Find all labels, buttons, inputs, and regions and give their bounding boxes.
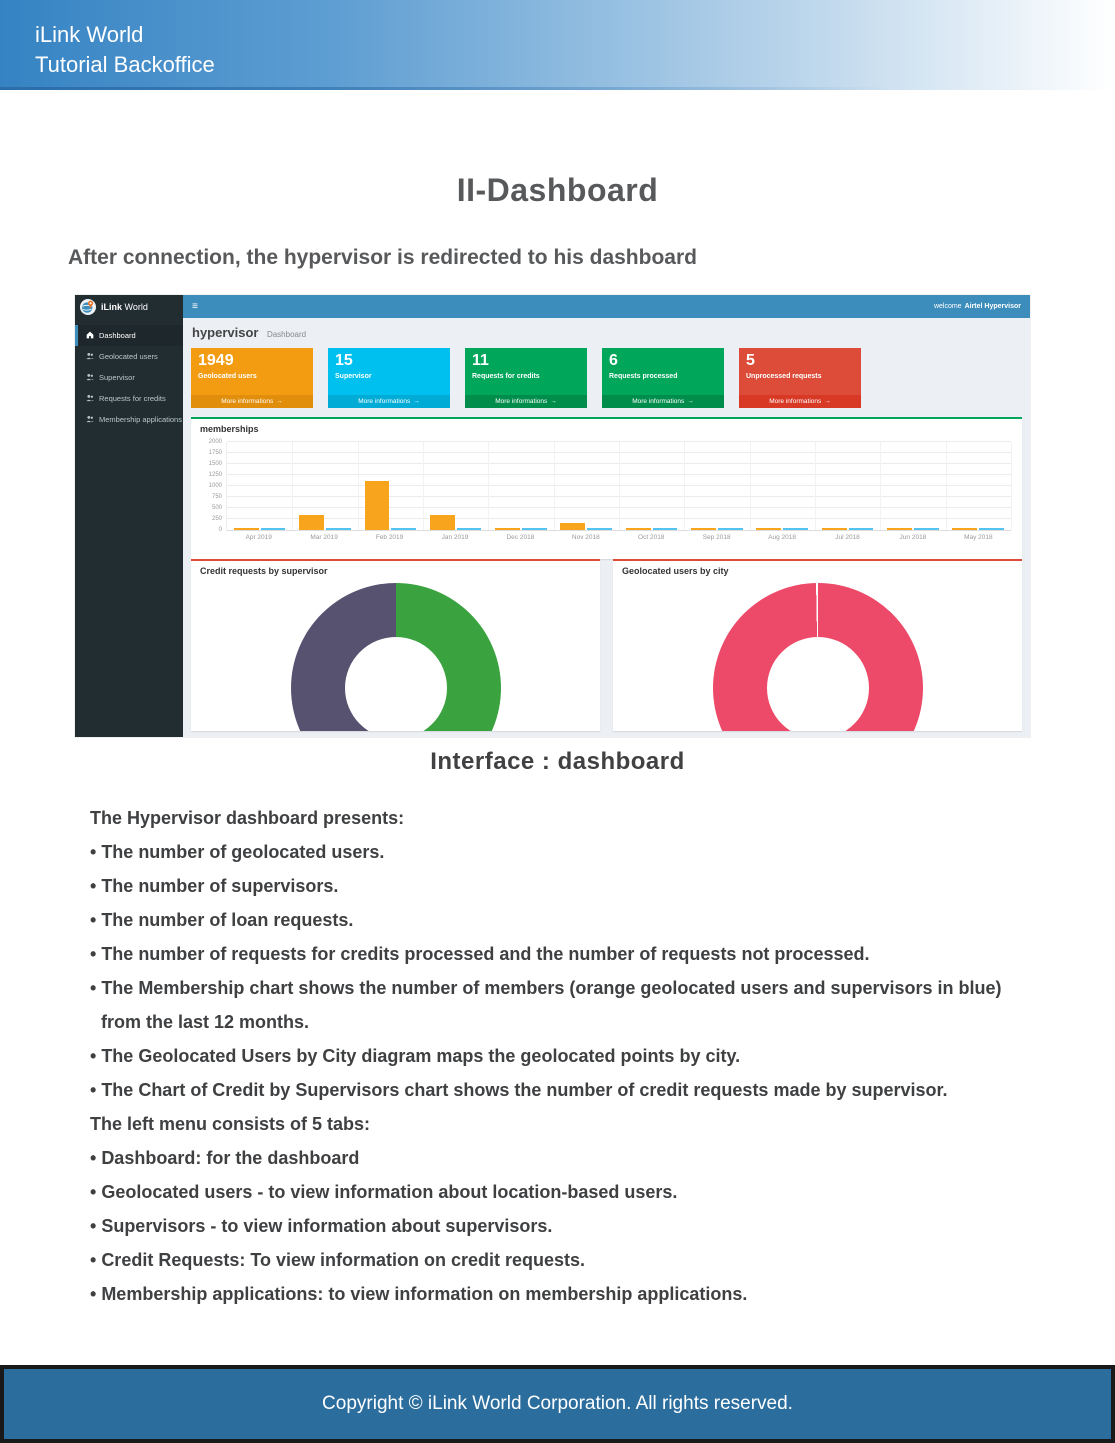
sidebar-toggle-icon[interactable]: ≡: [192, 300, 198, 312]
body-line: • The Chart of Credit by Supervisors chart shows the number of credit requests made by supervisor.: [90, 1073, 1105, 1107]
more-informations-label: More informations: [221, 398, 274, 405]
bar-geolocated-users: [887, 528, 912, 530]
brand-text: iLink World: [101, 301, 148, 312]
bar-chart-plot-area: [208, 439, 1011, 533]
bar-geolocated-users: [430, 515, 455, 530]
content-header: [192, 324, 1022, 342]
bar-supervisors: [653, 528, 678, 530]
bar-group-jul-2018: [815, 442, 880, 530]
bar-geolocated-users: [756, 528, 781, 530]
more-informations-link[interactable]: [739, 395, 861, 408]
page-title: II-Dashboard: [456, 172, 659, 208]
bar-group-aug-2018: [750, 442, 815, 530]
bar-geolocated-users: [626, 528, 651, 530]
stat-value: 15: [335, 352, 353, 369]
bar-supervisors: [261, 528, 286, 530]
body-line: • The number of geolocated users.: [90, 835, 1105, 869]
gridline: [1011, 442, 1012, 530]
bar-group-apr-2019: [227, 442, 292, 530]
arrow-circle-right-icon: →: [687, 398, 694, 405]
body-line: • The number of loan requests.: [90, 903, 1105, 937]
y-axis-tick-label: 1000: [208, 483, 222, 489]
stat-card-body: [191, 348, 313, 395]
stat-label: Unprocessed requests: [746, 373, 822, 380]
donut-hole: [345, 637, 447, 731]
more-informations-link[interactable]: [465, 395, 587, 408]
body-line: • Dashboard: for the dashboard: [90, 1141, 1105, 1175]
x-axis-tick-label: Apr 2019: [245, 534, 272, 541]
figure-caption: Interface : dashboard: [430, 748, 685, 775]
bar-group-may-2018: [946, 442, 1011, 530]
brand: [75, 295, 183, 318]
stat-card-body: [328, 348, 450, 395]
credit-requests-panel-title: Credit requests by supervisor: [200, 566, 328, 576]
y-axis-tick-label: 2000: [208, 439, 222, 445]
memberships-panel-title: memberships: [200, 424, 259, 434]
users-icon: [86, 373, 94, 383]
y-axis-tick-label: 1750: [208, 450, 222, 456]
arrow-circle-right-icon: →: [824, 398, 831, 405]
body-line: • The Geolocated Users by City diagram maps the geolocated points by city.: [90, 1039, 1105, 1073]
bar-supervisors: [587, 528, 612, 530]
bar-geolocated-users: [952, 528, 977, 530]
bar-geolocated-users: [299, 515, 324, 530]
bar-geolocated-users: [495, 528, 520, 530]
dashboard-icon: [86, 331, 94, 341]
bar-geolocated-users: [234, 528, 259, 530]
stat-card-geolocated-users: [191, 348, 313, 408]
body-line: The left menu consists of 5 tabs:: [90, 1114, 371, 1134]
body-line: from the last 12 months.: [101, 1012, 310, 1032]
donut-hole: [767, 637, 869, 731]
sidebar: [75, 318, 183, 737]
bar-supervisors: [457, 528, 482, 530]
x-axis-tick-label: Aug 2018: [768, 534, 796, 541]
sidebar-item-requests-for-credits[interactable]: [75, 388, 183, 409]
more-informations-label: More informations: [769, 398, 822, 405]
sidebar-item-label: Membership applications: [99, 415, 182, 424]
bar-geolocated-users: [365, 481, 390, 530]
arrow-circle-right-icon: →: [276, 398, 283, 405]
credit-requests-donut-chart: [291, 583, 501, 731]
dashboard-topbar: [75, 295, 1030, 318]
y-axis-tick-label: 750: [211, 494, 222, 500]
top-navbar: [183, 295, 1030, 318]
page-footer: [0, 1365, 1115, 1443]
body-line: The Hypervisor dashboard presents:: [90, 808, 405, 828]
bar-group-oct-2018: [619, 442, 684, 530]
bar-supervisors: [914, 528, 939, 530]
sidebar-item-dashboard[interactable]: [75, 325, 183, 346]
stat-card-supervisor: [328, 348, 450, 408]
content-title: hypervisor: [192, 325, 259, 340]
y-axis-tick-label: 1500: [208, 461, 222, 467]
body-line: • Membership applications: to view information on membership applications.: [90, 1277, 1105, 1311]
geolocated-users-panel-title: Geolocated users by city: [622, 566, 729, 576]
sidebar-item-membership-applications[interactable]: [75, 409, 183, 430]
bar-supervisors: [979, 528, 1004, 530]
more-informations-link[interactable]: [602, 395, 724, 408]
x-axis-tick-label: Nov 2018: [571, 534, 600, 541]
body-line: • Supervisors - to view information about supervisors.: [90, 1209, 1105, 1243]
bar-group-dec-2018: [488, 442, 553, 530]
body-line: • Geolocated users - to view information about location-based users.: [90, 1175, 1105, 1209]
stat-cards-row: [191, 348, 1022, 408]
copyright-text: Copyright © iLink World Corporation. All rights reserved.: [322, 1393, 793, 1414]
bar-group-feb-2019: [358, 442, 423, 530]
page-subtitle: After connection, the hypervisor is redirected to his dashboard: [68, 246, 697, 269]
body-line: • The Membership chart shows the number of members (orange geolocated users and supervisors in blue): [90, 971, 1105, 1005]
x-axis-tick-label: May 2018: [964, 534, 993, 541]
body-line: • Credit Requests: To view information on credit requests.: [90, 1243, 1105, 1277]
body-line: • The number of supervisors.: [90, 869, 1105, 903]
bar-supervisors: [391, 528, 416, 530]
x-axis-tick-label: Feb 2019: [375, 534, 404, 541]
x-axis-tick-label: Jul 2018: [835, 534, 860, 541]
y-axis-tick-label: 500: [211, 505, 222, 511]
bar-supervisors: [849, 528, 874, 530]
users-icon: [86, 415, 94, 425]
header-line-2: Tutorial Backoffice: [35, 52, 215, 77]
stat-value: 6: [609, 352, 618, 369]
bar-group-nov-2018: [554, 442, 619, 530]
credit-requests-panel: [191, 559, 600, 731]
x-axis-tick-label: Oct 2018: [638, 534, 665, 541]
stat-card-body: [739, 348, 861, 395]
stat-card-body: [465, 348, 587, 395]
more-informations-label: More informations: [495, 398, 548, 405]
x-axis-tick-label: Jan 2019: [441, 534, 469, 541]
x-axis-tick-label: Dec 2018: [506, 534, 535, 541]
memberships-bar-chart: [208, 439, 1011, 544]
stat-card-unprocessed-requests: [739, 348, 861, 408]
dashboard-screenshot: [75, 295, 1030, 737]
x-axis-tick-label: Mar 2019: [310, 534, 338, 541]
users-icon: [86, 352, 94, 362]
bar-group-jan-2019: [423, 442, 488, 530]
sidebar-item-label: Dashboard: [99, 331, 136, 340]
sidebar-item-geolocated-users[interactable]: [75, 346, 183, 367]
stat-card-requests-for-credits: [465, 348, 587, 408]
y-axis-tick-label: 0: [218, 527, 222, 533]
page-header: [0, 0, 1115, 90]
stat-label: Geolocated users: [198, 373, 257, 380]
main-content: [183, 318, 1030, 737]
ilink-logo-icon: [80, 299, 96, 315]
bar-geolocated-users: [560, 523, 585, 530]
bar-geolocated-users: [691, 528, 716, 530]
y-axis-tick-label: 1250: [208, 472, 222, 478]
sidebar-item-label: Requests for credits: [99, 394, 166, 403]
bar-supervisors: [718, 528, 743, 530]
y-axis-tick-label: 250: [211, 516, 222, 522]
more-informations-label: More informations: [358, 398, 411, 405]
geolocated-users-donut-chart: [713, 583, 923, 731]
more-informations-label: More informations: [632, 398, 685, 405]
more-informations-link[interactable]: [328, 395, 450, 408]
more-informations-link[interactable]: [191, 395, 313, 408]
bar-supervisors: [783, 528, 808, 530]
sidebar-item-supervisor[interactable]: [75, 367, 183, 388]
header-line-1: iLink World: [35, 22, 144, 47]
bar-geolocated-users: [822, 528, 847, 530]
memberships-panel: [191, 417, 1022, 559]
breadcrumb: Dashboard: [266, 330, 307, 339]
bar-chart-x-axis: [226, 531, 1011, 544]
stat-value: 11: [472, 352, 489, 369]
users-icon: [86, 394, 94, 404]
x-axis-tick-label: Jun 2018: [899, 534, 927, 541]
stat-card-requests-processed: [602, 348, 724, 408]
arrow-circle-right-icon: →: [550, 398, 557, 405]
stat-value: 1949: [198, 352, 234, 369]
body-line: • The number of requests for credits processed and the number of requests not processed.: [90, 937, 1105, 971]
geolocated-users-panel: [613, 559, 1022, 731]
welcome-user-menu[interactable]: welcome Airtel Hypervisor: [933, 303, 1021, 310]
sidebar-item-label: Supervisor: [99, 373, 135, 382]
x-axis-tick-label: Sep 2018: [702, 534, 731, 541]
stat-label: Supervisor: [335, 373, 372, 380]
arrow-circle-right-icon: →: [413, 398, 420, 405]
bar-group-mar-2019: [292, 442, 357, 530]
bar-supervisors: [522, 528, 547, 530]
sidebar-item-label: Geolocated users: [99, 352, 158, 361]
stat-value: 5: [746, 352, 755, 369]
stat-card-body: [602, 348, 724, 395]
bar-group-jun-2018: [880, 442, 945, 530]
bar-supervisors: [326, 528, 351, 530]
bar-group-sep-2018: [684, 442, 749, 530]
body-text: [90, 801, 1105, 1311]
stat-label: Requests processed: [609, 373, 678, 380]
stat-label: Requests for credits: [472, 373, 540, 380]
